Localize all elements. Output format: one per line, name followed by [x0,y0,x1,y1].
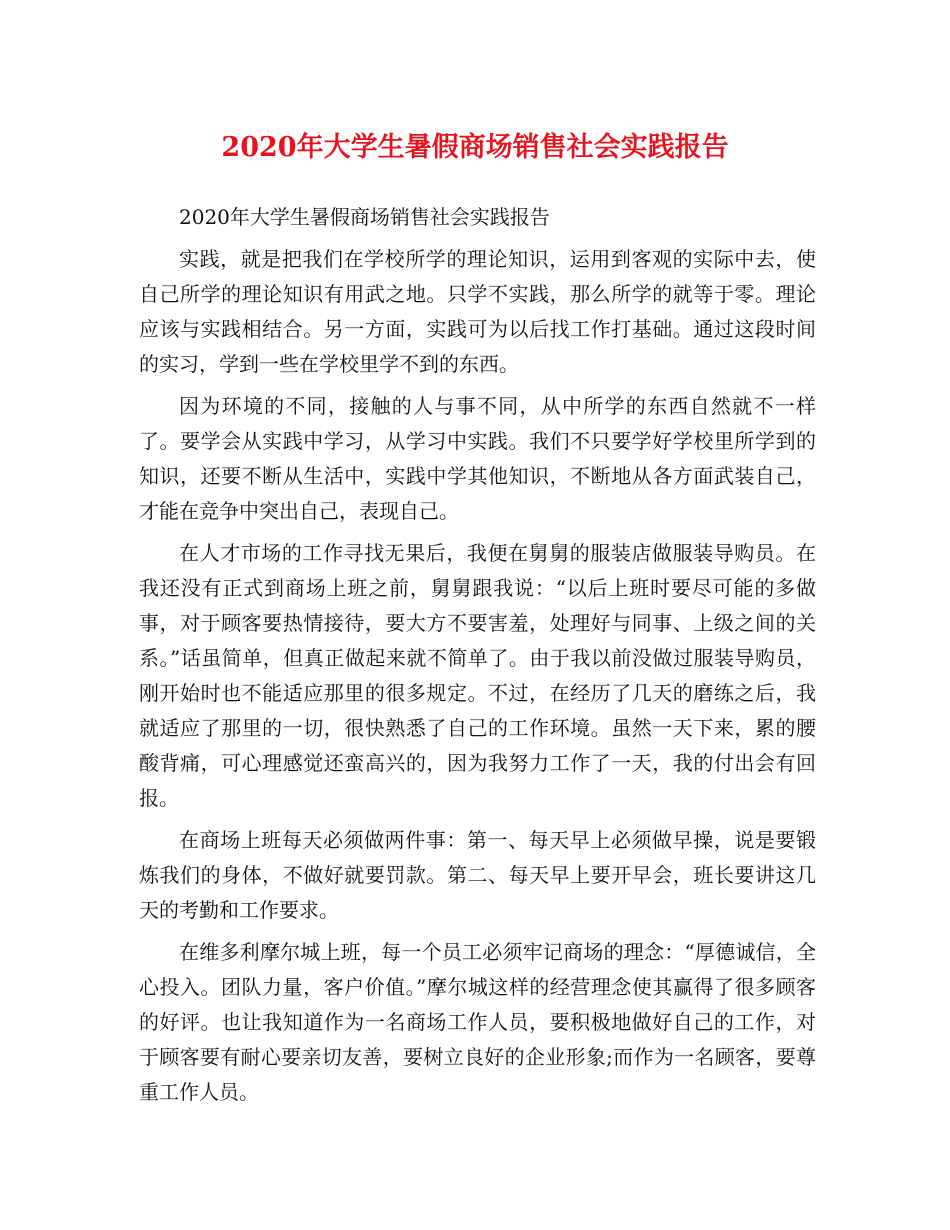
document-title: 2020年大学生暑假商场销售社会实践报告 [221,132,729,163]
paragraph: 在人才市场的工作寻找无果后，我便在舅舅的服装店做服装导购员。在我还没有正式到商场上班之前，舅舅跟我说：“以后上班时要尽可能的多做事，对于顾客要热情接待，要大方不要害羞，处理好与同事、上级之间的关系。”话虽简单，但真正做起来就不简单了。由于我以前没做过服装导购员，刚开始时也不能适应那里的很多规定。不过，在经历了几天的磨练之后，我就适应了那里的一切，很快熟悉了自己的工作环境。虽然一天下来，累的腰酸背痛，可心理感觉还蛮高兴的，因为我努力工作了一天，我的付出会有回报。 [139,541,816,810]
paragraph: 在维多利摩尔城上班，每一个员工必须牢记商场的理念：“厚德诚信，全心投入。团队力量，客户价值。”摩尔城这样的经营理念使其赢得了很多顾客的好评。也让我知道作为一名商场工作人员，要积极地做好自己的工作，对于顾客要有耐心要亲切友善，要树立良好的企业形象;而作为一名顾客，要尊重工作人员。 [139,940,816,1104]
paragraph: 因为环境的不同，接触的人与事不同，从中所学的东西自然就不一样了。要学会从实践中学习，从学习中实践。我们不只要学好学校里所学到的知识，还要不断从生活中，实践中学其他知识，不断地从各方面武装自己，才能在竞争中突出自己，表现自己。 [139,394,816,523]
document-body [139,200,816,1117]
paragraph: 实践，就是把我们在学校所学的理论知识，运用到客观的实际中去，使自己所学的理论知识有用武之地。只学不实践，那么所学的就等于零。理论应该与实践相结合。另一方面，实践可为以后找工作打基础。通过这段时间的实习，学到一些在学校里学不到的东西。 [139,247,816,376]
paragraph: 在商场上班每天必须做两件事：第一、每天早上必须做早操，说是要锻炼我们的身体，不做好就要罚款。第二、每天早上要开早会，班长要讲这几天的考勤和工作要求。 [139,828,816,922]
paragraph-subtitle: 2020年大学生暑假商场销售社会实践报告 [179,205,550,229]
